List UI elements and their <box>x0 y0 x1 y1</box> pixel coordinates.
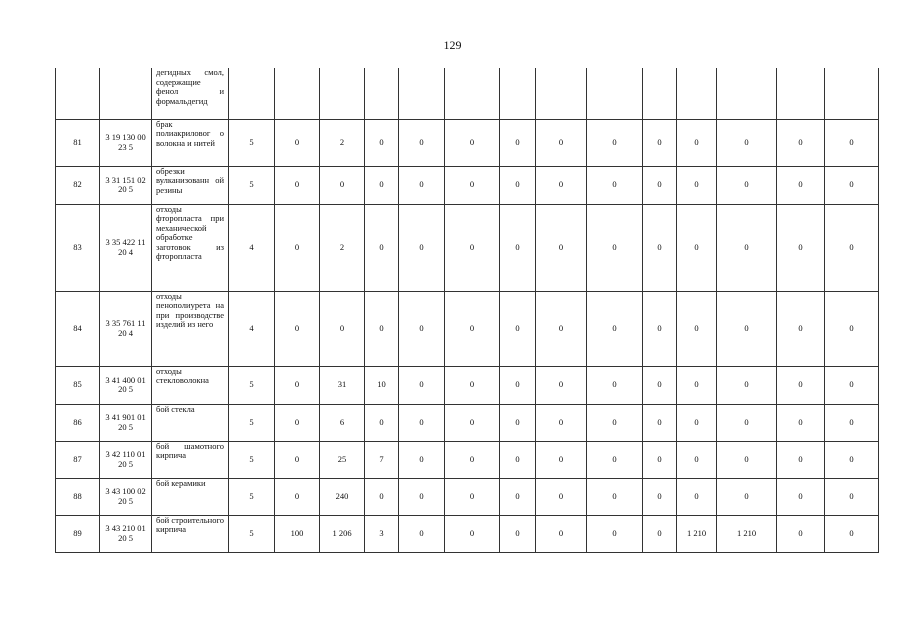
value-cell: 4 <box>229 291 275 366</box>
value-cell: 0 <box>365 119 399 166</box>
waste-code-cell: 3 31 151 02 20 5 <box>100 166 152 204</box>
value-cell: 0 <box>445 204 500 291</box>
value-cell <box>677 68 717 119</box>
value-cell: 0 <box>677 119 717 166</box>
value-cell: 0 <box>365 404 399 441</box>
row-number-cell: 84 <box>56 291 100 366</box>
value-cell: 0 <box>825 366 879 404</box>
value-cell: 0 <box>320 291 365 366</box>
waste-code-cell: 3 41 400 01 20 5 <box>100 366 152 404</box>
value-cell: 0 <box>587 404 643 441</box>
value-cell: 5 <box>229 366 275 404</box>
value-cell: 0 <box>643 119 677 166</box>
value-cell <box>536 68 587 119</box>
value-cell: 0 <box>365 204 399 291</box>
value-cell: 0 <box>587 441 643 478</box>
value-cell: 0 <box>445 291 500 366</box>
value-cell: 0 <box>536 119 587 166</box>
value-cell: 0 <box>587 204 643 291</box>
value-cell <box>825 68 879 119</box>
row-number-cell: 81 <box>56 119 100 166</box>
value-cell: 0 <box>500 478 536 515</box>
row-number-cell: 83 <box>56 204 100 291</box>
value-cell: 0 <box>677 166 717 204</box>
waste-name-cell: бой строительного кирпича <box>152 515 229 552</box>
value-cell: 0 <box>399 166 445 204</box>
row-number-cell: 85 <box>56 366 100 404</box>
value-cell: 0 <box>717 478 777 515</box>
value-cell: 100 <box>275 515 320 552</box>
waste-name-cell: отходы пенополиурета на при производстве изделий из него <box>152 291 229 366</box>
row-number-cell <box>56 68 100 119</box>
value-cell: 0 <box>536 441 587 478</box>
value-cell: 0 <box>587 478 643 515</box>
row-number-cell: 87 <box>56 441 100 478</box>
value-cell: 0 <box>536 204 587 291</box>
waste-code-cell: 3 35 761 11 20 4 <box>100 291 152 366</box>
value-cell: 10 <box>365 366 399 404</box>
waste-name-cell: бой керамики <box>152 478 229 515</box>
row-number-cell: 82 <box>56 166 100 204</box>
value-cell: 0 <box>536 478 587 515</box>
value-cell: 5 <box>229 119 275 166</box>
value-cell: 0 <box>677 204 717 291</box>
value-cell: 0 <box>777 404 825 441</box>
value-cell: 5 <box>229 404 275 441</box>
value-cell: 5 <box>229 441 275 478</box>
value-cell: 0 <box>825 166 879 204</box>
value-cell: 25 <box>320 441 365 478</box>
waste-name-cell: отходы стекловолокна <box>152 366 229 404</box>
value-cell: 0 <box>777 366 825 404</box>
waste-name-cell: брак полиакриловог о волокна и нитей <box>152 119 229 166</box>
waste-name-cell: бой шамотного кирпича <box>152 441 229 478</box>
value-cell: 0 <box>500 366 536 404</box>
waste-name-cell: обрезки вулканизованн ой резины <box>152 166 229 204</box>
value-cell: 3 <box>365 515 399 552</box>
row-number-cell: 88 <box>56 478 100 515</box>
value-cell: 0 <box>320 166 365 204</box>
value-cell: 0 <box>399 404 445 441</box>
value-cell: 0 <box>643 366 677 404</box>
value-cell <box>777 68 825 119</box>
value-cell: 0 <box>825 478 879 515</box>
value-cell: 0 <box>825 204 879 291</box>
value-cell: 0 <box>445 366 500 404</box>
table-row <box>56 291 879 366</box>
value-cell: 0 <box>677 291 717 366</box>
value-cell: 0 <box>717 166 777 204</box>
value-cell: 0 <box>536 515 587 552</box>
value-cell: 0 <box>777 166 825 204</box>
waste-code-cell: 3 43 210 01 20 5 <box>100 515 152 552</box>
table-row <box>56 404 879 441</box>
page-number: 129 <box>443 38 462 52</box>
waste-code-cell: 3 41 901 01 20 5 <box>100 404 152 441</box>
value-cell <box>320 68 365 119</box>
waste-name-cell: отходы фторопласта при механической обработке заготовок из фторопласта <box>152 204 229 291</box>
value-cell: 0 <box>587 119 643 166</box>
value-cell: 0 <box>365 166 399 204</box>
value-cell: 0 <box>643 204 677 291</box>
waste-code-cell: 3 42 110 01 20 5 <box>100 441 152 478</box>
value-cell: 0 <box>677 478 717 515</box>
value-cell: 2 <box>320 119 365 166</box>
value-cell: 0 <box>399 291 445 366</box>
waste-name-cell: дегидных смол, содержащие фенол и формальдегид <box>152 68 229 119</box>
value-cell: 5 <box>229 478 275 515</box>
value-cell: 0 <box>777 204 825 291</box>
table-row <box>56 515 879 552</box>
value-cell <box>717 68 777 119</box>
row-number-cell: 86 <box>56 404 100 441</box>
value-cell: 0 <box>500 166 536 204</box>
value-cell: 0 <box>275 204 320 291</box>
value-cell: 0 <box>825 119 879 166</box>
value-cell: 0 <box>777 441 825 478</box>
value-cell <box>500 68 536 119</box>
table-row <box>56 366 879 404</box>
value-cell: 0 <box>275 441 320 478</box>
value-cell <box>643 68 677 119</box>
value-cell: 0 <box>399 119 445 166</box>
value-cell: 0 <box>399 204 445 291</box>
value-cell: 0 <box>445 166 500 204</box>
value-cell: 0 <box>500 515 536 552</box>
value-cell: 0 <box>677 366 717 404</box>
table-body <box>56 68 879 552</box>
value-cell: 1 210 <box>677 515 717 552</box>
value-cell: 0 <box>825 291 879 366</box>
value-cell: 0 <box>500 204 536 291</box>
value-cell: 6 <box>320 404 365 441</box>
value-cell: 5 <box>229 166 275 204</box>
value-cell: 0 <box>500 119 536 166</box>
value-cell: 0 <box>825 404 879 441</box>
value-cell: 1 210 <box>717 515 777 552</box>
value-cell: 31 <box>320 366 365 404</box>
waste-code-cell: 3 43 100 02 20 5 <box>100 478 152 515</box>
value-cell: 0 <box>500 291 536 366</box>
value-cell: 0 <box>275 366 320 404</box>
value-cell: 0 <box>717 204 777 291</box>
value-cell: 0 <box>587 166 643 204</box>
waste-name-cell: бой стекла <box>152 404 229 441</box>
value-cell: 0 <box>365 478 399 515</box>
value-cell <box>365 68 399 119</box>
value-cell: 0 <box>717 291 777 366</box>
value-cell: 0 <box>825 515 879 552</box>
value-cell: 0 <box>275 478 320 515</box>
value-cell: 0 <box>536 404 587 441</box>
value-cell: 0 <box>445 441 500 478</box>
value-cell: 0 <box>399 366 445 404</box>
table-row-continuation <box>56 68 879 119</box>
value-cell: 1 206 <box>320 515 365 552</box>
value-cell: 0 <box>643 441 677 478</box>
value-cell <box>275 68 320 119</box>
waste-code-cell: 3 19 130 00 23 5 <box>100 119 152 166</box>
value-cell <box>445 68 500 119</box>
value-cell: 0 <box>365 291 399 366</box>
value-cell: 5 <box>229 515 275 552</box>
value-cell: 0 <box>445 404 500 441</box>
waste-table <box>55 68 879 553</box>
value-cell: 240 <box>320 478 365 515</box>
value-cell: 0 <box>587 291 643 366</box>
value-cell: 4 <box>229 204 275 291</box>
value-cell: 0 <box>643 515 677 552</box>
value-cell: 0 <box>445 515 500 552</box>
value-cell: 0 <box>445 478 500 515</box>
value-cell: 0 <box>777 291 825 366</box>
waste-code-cell <box>100 68 152 119</box>
value-cell: 0 <box>643 166 677 204</box>
value-cell: 0 <box>275 166 320 204</box>
value-cell: 0 <box>643 291 677 366</box>
value-cell: 0 <box>275 404 320 441</box>
value-cell: 0 <box>500 441 536 478</box>
table-row <box>56 204 879 291</box>
value-cell <box>399 68 445 119</box>
waste-code-cell: 3 35 422 11 20 4 <box>100 204 152 291</box>
value-cell: 7 <box>365 441 399 478</box>
value-cell: 0 <box>777 515 825 552</box>
value-cell: 0 <box>643 478 677 515</box>
value-cell: 0 <box>717 119 777 166</box>
value-cell: 0 <box>717 441 777 478</box>
value-cell: 0 <box>587 366 643 404</box>
value-cell: 0 <box>717 404 777 441</box>
value-cell: 0 <box>399 478 445 515</box>
row-number-cell: 89 <box>56 515 100 552</box>
value-cell: 0 <box>536 291 587 366</box>
value-cell: 0 <box>777 119 825 166</box>
value-cell: 0 <box>777 478 825 515</box>
table-row <box>56 441 879 478</box>
value-cell <box>587 68 643 119</box>
value-cell: 0 <box>399 441 445 478</box>
value-cell: 0 <box>587 515 643 552</box>
value-cell: 0 <box>275 119 320 166</box>
value-cell: 2 <box>320 204 365 291</box>
table-row <box>56 478 879 515</box>
value-cell: 0 <box>399 515 445 552</box>
value-cell: 0 <box>500 404 536 441</box>
value-cell: 0 <box>677 441 717 478</box>
value-cell: 0 <box>536 366 587 404</box>
value-cell: 0 <box>825 441 879 478</box>
value-cell: 0 <box>677 404 717 441</box>
table-row <box>56 119 879 166</box>
value-cell: 0 <box>643 404 677 441</box>
table-row <box>56 166 879 204</box>
value-cell: 0 <box>536 166 587 204</box>
value-cell: 0 <box>717 366 777 404</box>
value-cell: 0 <box>445 119 500 166</box>
value-cell <box>229 68 275 119</box>
value-cell: 0 <box>275 291 320 366</box>
